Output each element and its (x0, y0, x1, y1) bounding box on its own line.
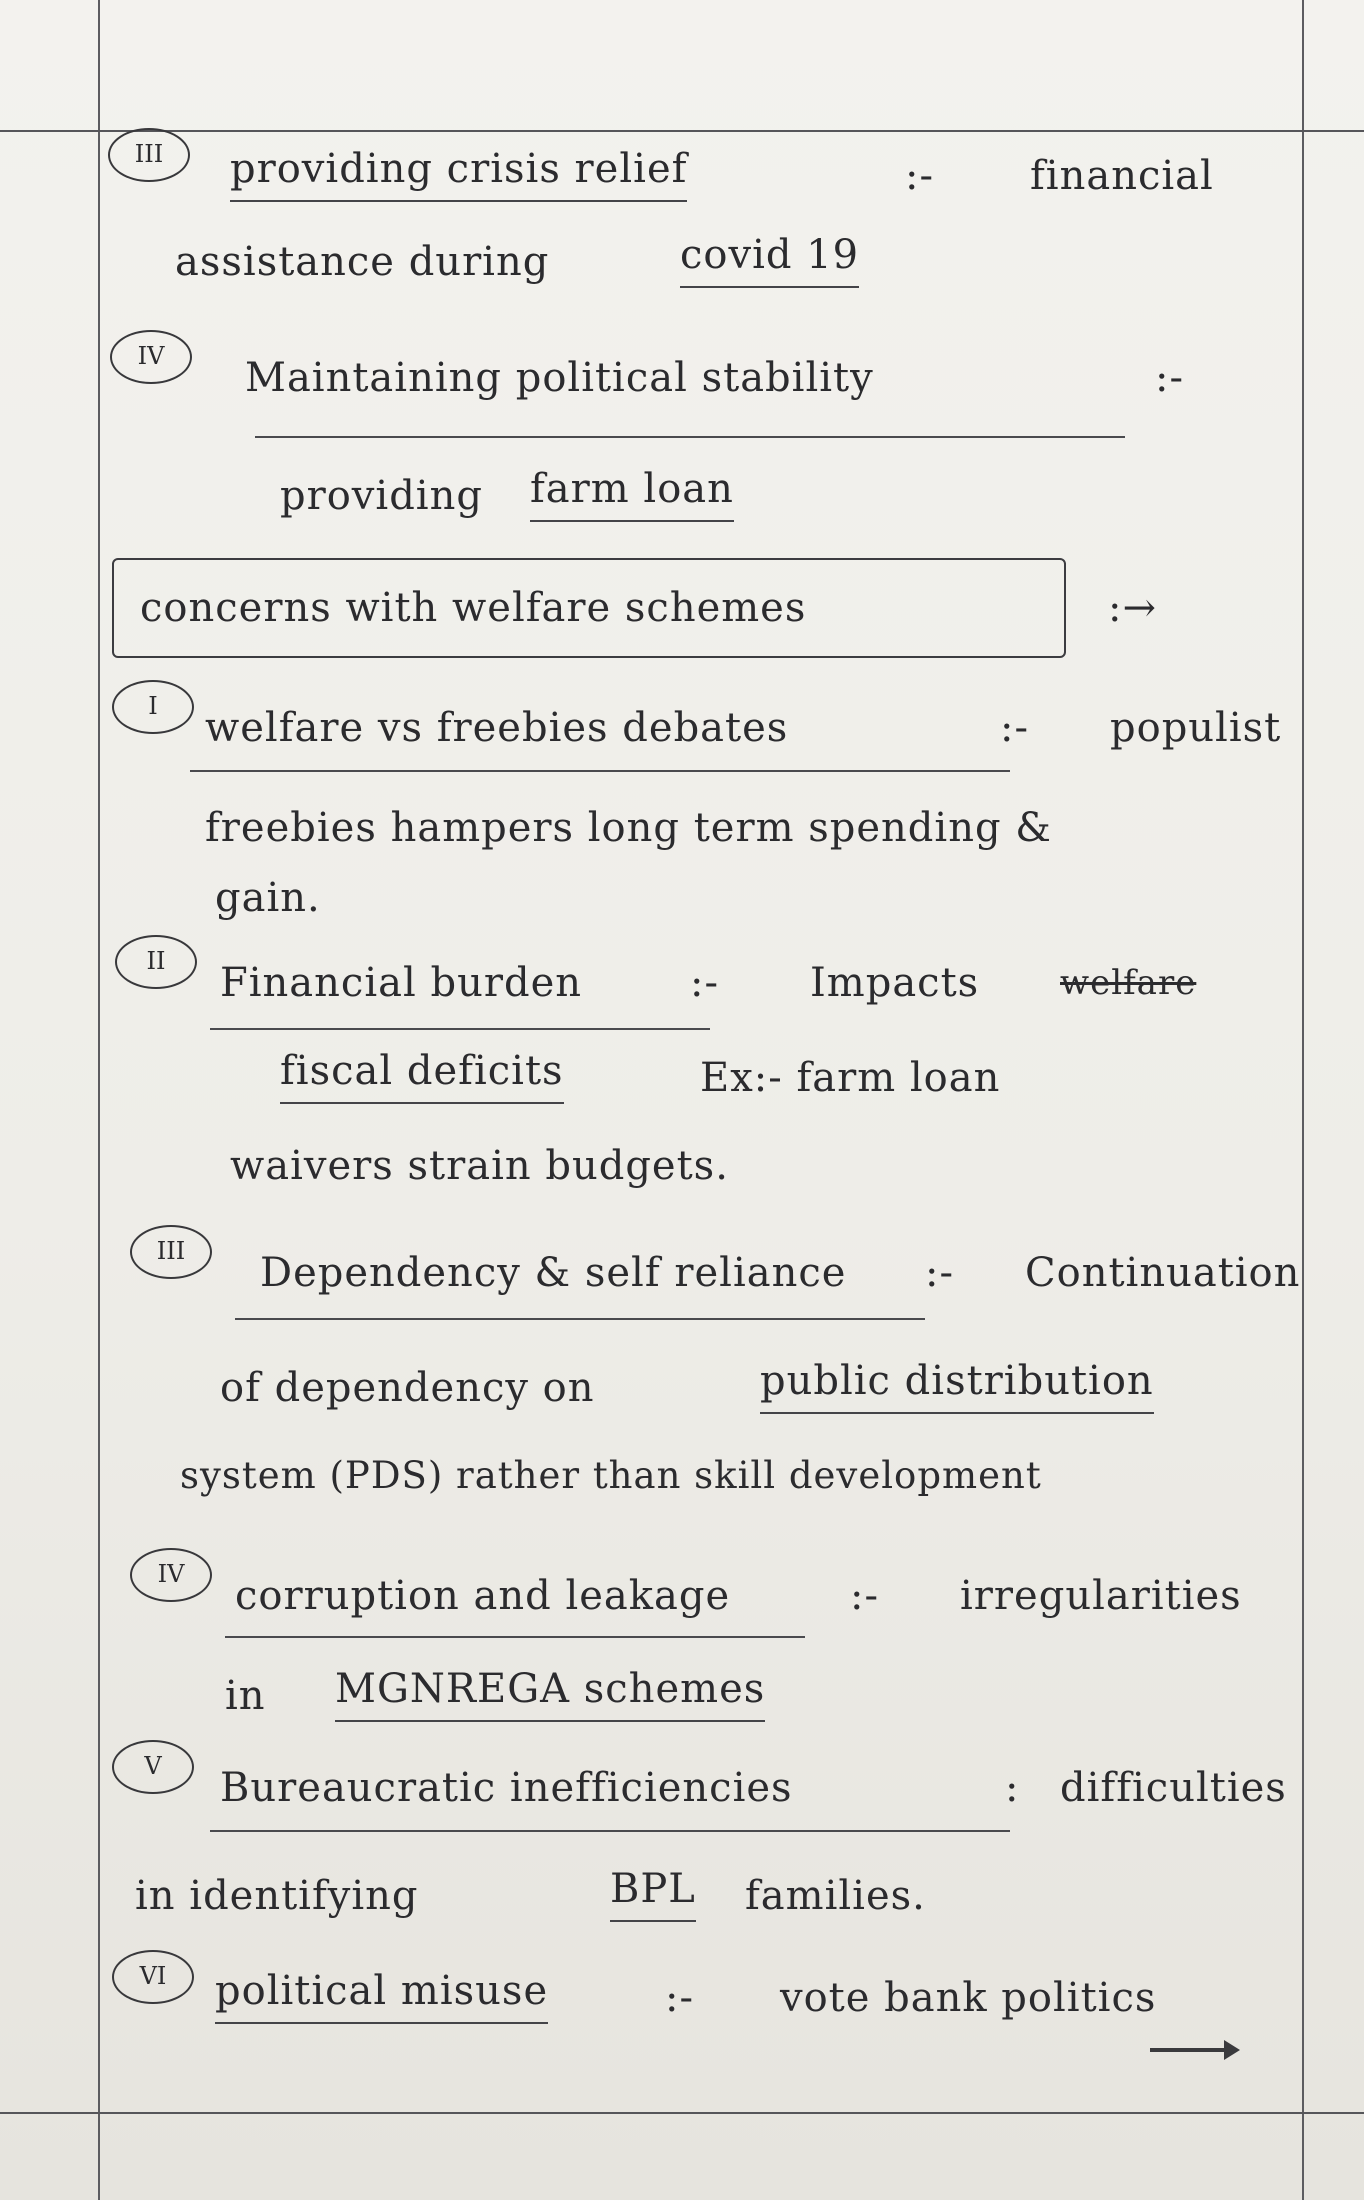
underlined-text: fiscal deficits (280, 1040, 564, 1104)
concern-line (0, 1548, 1364, 1644)
concern-heading: welfare vs freebies debates (205, 705, 789, 751)
bottom-rule (0, 2112, 1364, 2114)
roman-marker: II (115, 935, 197, 989)
item-line (0, 128, 1364, 224)
concern-heading: corruption and leakage (235, 1573, 731, 1619)
separator: :- (850, 1573, 879, 1619)
roman-marker: V (112, 1740, 194, 1794)
continuation-text: families. (745, 1873, 926, 1919)
item-continuation (0, 214, 1364, 310)
concern-line (0, 935, 1364, 1031)
heading-underline (190, 770, 1010, 772)
underlined-text: covid 19 (680, 224, 859, 288)
underlined-text: farm loan (530, 458, 734, 522)
continuation-text: in identifying (135, 1873, 419, 1919)
item-line (0, 330, 1364, 426)
concern-continuation (0, 1648, 1364, 1744)
concern-continuation (0, 850, 1364, 946)
concern-continuation (0, 1848, 1364, 1944)
heading-underline (235, 1318, 925, 1320)
continuation-text: of dependency on (220, 1365, 595, 1411)
heading-underline (255, 436, 1125, 438)
concern-text: Continuation (1025, 1250, 1301, 1296)
item-heading: Maintaining political stability (245, 355, 874, 401)
concern-line (0, 1740, 1364, 1836)
concern-heading: Dependency & self reliance (260, 1250, 847, 1296)
concern-continuation (0, 1030, 1364, 1126)
underlined-text: BPL (610, 1858, 696, 1922)
continuation-text: in (225, 1673, 266, 1719)
separator: : (1005, 1765, 1020, 1811)
concern-continuation (0, 1428, 1364, 1524)
separator: :- (665, 1975, 694, 2021)
item-continuation (0, 448, 1364, 544)
concern-text: difficulties (1060, 1765, 1287, 1811)
right-arrow-icon (1150, 2048, 1236, 2052)
separator: :- (690, 960, 719, 1006)
continuation-text: freebies hampers long term spending & (205, 805, 1052, 851)
continuation-text: waivers strain budgets. (230, 1143, 729, 1189)
concern-text: vote bank politics (780, 1975, 1157, 2021)
separator: :→ (1108, 585, 1157, 631)
continuation-text: system (PDS) rather than skill development (180, 1454, 1042, 1497)
section-heading: concerns with welfare schemes (140, 585, 807, 631)
heading-underline (225, 1636, 805, 1638)
concern-continuation (0, 1340, 1364, 1436)
continuation-text: providing (280, 473, 483, 519)
separator: :- (1155, 355, 1184, 401)
concern-text: populist (1110, 705, 1282, 751)
underlined-text: MGNREGA schemes (335, 1658, 765, 1722)
concern-heading: Financial burden (220, 960, 582, 1006)
concern-text: irregularities (960, 1573, 1242, 1619)
continuation-text: gain. (215, 875, 321, 921)
separator: :- (925, 1250, 954, 1296)
heading-underline (210, 1830, 1010, 1832)
concern-heading: political misuse (215, 1960, 548, 2024)
roman-marker: I (112, 680, 194, 734)
concern-line (0, 680, 1364, 776)
underlined-text: public distribution (760, 1350, 1154, 1414)
boxed-heading-line (0, 560, 1364, 656)
roman-marker: IV (110, 330, 192, 384)
concern-continuation (0, 1118, 1364, 1214)
concern-line (0, 1225, 1364, 1321)
concern-text: Impacts (810, 960, 980, 1006)
continuation-text: Ex:- farm loan (700, 1055, 1001, 1101)
item-heading: providing crisis relief (230, 138, 687, 202)
item-text: financial (1030, 153, 1214, 199)
struck-text: welfare (1060, 963, 1197, 1003)
continuation-text: assistance during (175, 239, 550, 285)
separator: :- (905, 153, 934, 199)
separator: :- (1000, 705, 1029, 751)
roman-marker: IV (130, 1548, 212, 1602)
roman-marker: III (108, 128, 190, 182)
concern-heading: Bureaucratic inefficiencies (220, 1765, 793, 1811)
roman-marker: III (130, 1225, 212, 1279)
concern-line (0, 1950, 1364, 2046)
roman-marker: VI (112, 1950, 194, 2004)
